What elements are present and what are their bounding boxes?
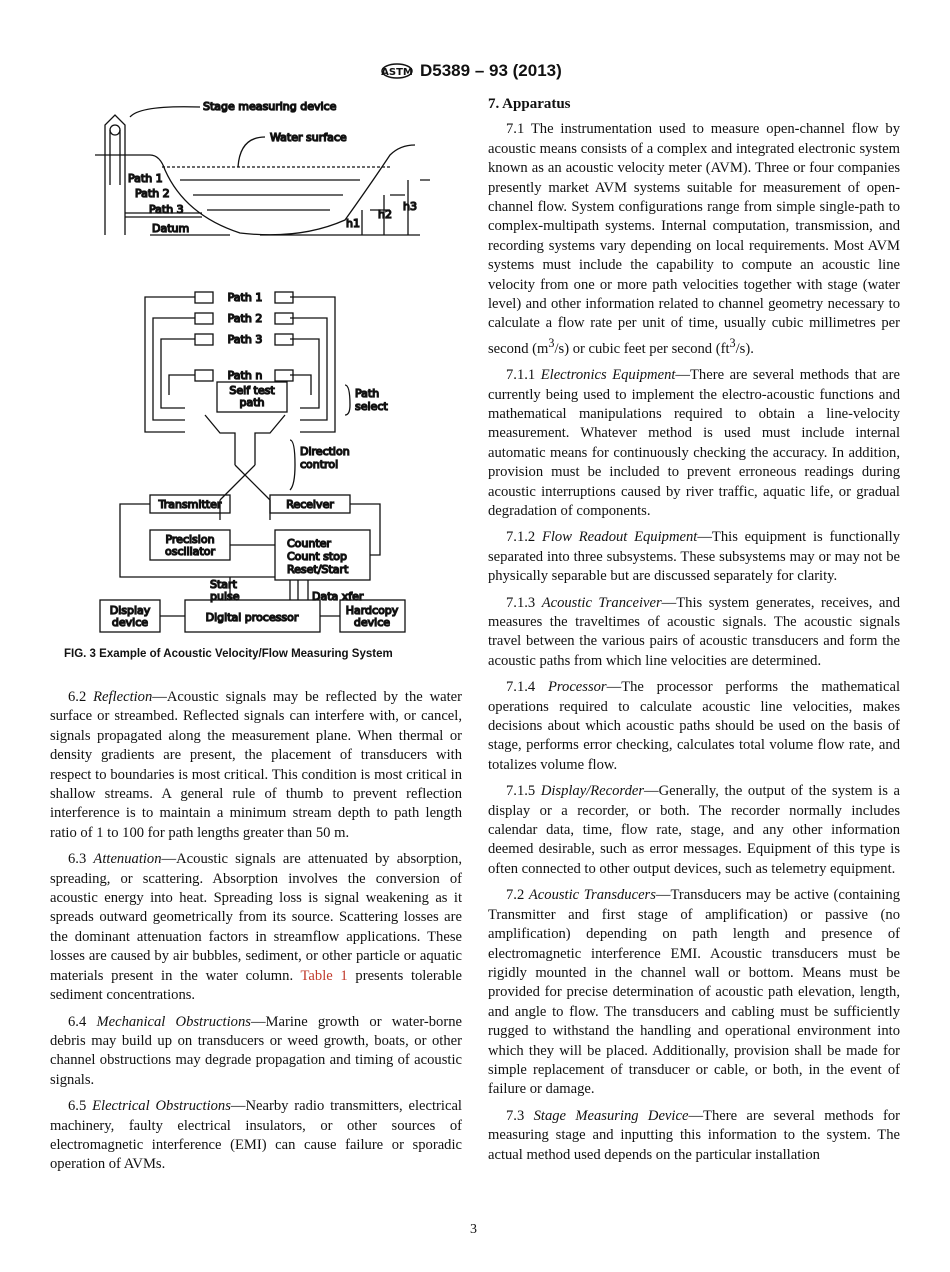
counter-block-3: Reset/Start [287, 563, 349, 576]
label-path1: Path 1 [227, 291, 263, 304]
display-device-block: Display [109, 604, 151, 617]
hardcopy-device-block: Hardcopy [345, 604, 399, 617]
right-column [488, 95, 900, 1172]
document-designation: D5389 – 93 (2013) [420, 61, 562, 80]
section-6-4: 6.4 Mechanical Obstructions—Marine growth or water-borne debris may build up on transducers or weed growth, boats, or other channel obstructions may degrade propagation and timing of acoustic signals. [50, 1013, 462, 1088]
label-h2: h2 [378, 208, 392, 221]
label-path2: Path 2 [227, 312, 263, 325]
page-header [380, 58, 562, 84]
transmitter-block: Transmitter [158, 498, 222, 511]
label-path3: Path 3 [149, 203, 184, 216]
section-7-1: 7.1 The instrumentation used to measure open-channel flow by acoustic means consists of a complex and integrated electronic system known as an acoustic velocity meter (AVM). Three or four companies presently market AVM systems suitable for measurement of open-channel flow. System configurations range from simple single-path to complex-multipath systems. Internal computation, transmission, and recording systems vary depending on local requirements. Most AVM systems must include the capability to compute an acoustic line velocity from one or more path velocities together with stage (water level) and other information related to channel geometry necessary to calculate a flow rate per unit of time, usually cubic millimetres per second $(m^3/s)$ or cubic feet per second $(ft^3/s)$. [488, 121, 900, 357]
label-path3: Path 3 [227, 333, 263, 346]
section-7-1-5: 7.1.5 Display/Recorder—Generally, the output of the system is a display or a recorder, or both. The recorder normally includes calendar data, time, flow rate, stage, and any other information deemed desirable, such as error messages. Equipment of this type is often connected to other output devices, such as telemetry equipment. [488, 783, 901, 877]
section-7-3: 7.3 Stage Measuring Device—There are several methods for measuring stage and inputting this information to the system. The actual method used depends on the particular installation [488, 1107, 900, 1163]
label-stage-device: Stage measuring device [203, 100, 337, 113]
table-1-link[interactable]: Table 1 [300, 967, 348, 984]
label-h3: h3 [403, 200, 417, 213]
label-path-select-2: select [355, 400, 388, 413]
label-path-select: Path [355, 387, 380, 400]
section-6-5: 6.5 Electrical Obstructions—Nearby radio transmitters, electrical machinery, faulty electrical insulators, or other sources of electromagnetic interference (EMI) can cause failure or sporadic operation of AVMs. [50, 1098, 462, 1173]
label-direction-control-2: control [300, 458, 339, 471]
channel-cross-section-figure [90, 85, 430, 245]
display-device-block-2: device [111, 616, 149, 629]
page-number: 3 [470, 1222, 477, 1237]
oscillator-block: Precision [165, 533, 215, 546]
counter-block-2: Count stop [287, 550, 347, 563]
section-7-2: 7.2 Acoustic Transducers—Transducers may be active (containing Transmitter and first stage of amplification) or passive (no amplification) depending on path length and presence of electromagnetic interference EMI. Acoustic transducers must be rigidly mounted in the channel wall or bottom. Means must be provided for precise determination of acoustic path elevation, length, and angle to flow. The transducers and cabling must be sufficiently rugged to withstand the handling and operational environment into which they will be placed. Additionally, provision shall be made for simple replacement of transducer or cable, or both, in the event of failure or damage. [488, 887, 900, 1098]
avm-block-diagram [95, 285, 455, 645]
digital-processor-block: Digital processor [205, 611, 299, 624]
counter-block: Counter [287, 537, 331, 550]
figure-caption: FIG. 3 Example of Acoustic Velocity/Flow Measuring System [64, 648, 393, 660]
section-6-3: 6.3 Attenuation—Acoustic signals are attenuated by absorption, spreading, or scattering. Absorption involves the conversion of acoustic energy into heat. Spreading loss is signal weakening as it spreads outward geometrically from its source. Scattering losses are the dominant attenuation factors in streamflow applications. These losses are caused by air bubbles, sediment, or other particle or aquatic materials present in the water column. Table 1 presents tolerable sediment concentrations. [50, 851, 462, 1004]
label-pathn: Path n [227, 369, 263, 382]
label-datum: Datum [152, 222, 190, 235]
section-heading: 7. Apparatus [488, 96, 571, 112]
label-water-surface: Water surface [270, 131, 347, 144]
section-7-1-3: 7.1.3 Acoustic Tranceiver—This system generates, receives, and measures the traveltimes of acoustic signals. The acoustic signals travel between the various pairs of acoustic transducers and form the acoustic paths from which line velocities are determined. [488, 594, 900, 669]
label-self-test-path: path [239, 396, 265, 409]
section-7-1-1: 7.1.1 Electronics Equipment—There are several methods that are currently being used to implement the electro-acoustic functions and mathematical manipulations required to obtain a line-velocity measurement. Whatever method is used must include internal automatic means for continuously checking the accuracy. In addition, provision must be included to prevent erroneous readings during acoustic interruptions caused by river traffic, aquatic life, or gradual degradation of components. [488, 367, 900, 519]
section-7-1-4: 7.1.4 Processor—The processor performs the mathematical operations required to calculate acoustic line velocities, makes decisions about which acoustic paths should be used on the basis of stage, performs error checking, calculates total volume flow rate, and totalizes volume flow. [488, 679, 900, 773]
label-direction-control: Direction [300, 445, 350, 458]
hardcopy-device-block-2: device [353, 616, 391, 629]
label-path1: Path 1 [128, 172, 163, 185]
label-h1: h1 [346, 217, 360, 230]
label-start-pulse: Start [210, 578, 237, 591]
label-start-pulse-2: pulse [210, 590, 240, 603]
oscillator-block-2: oscillator [165, 545, 215, 558]
label-path2: Path 2 [135, 187, 170, 200]
section-7-1-2: 7.1.2 Flow Readout Equipment—This equipment is functionally separated into three subsystems. These subsystems may or may not be physically separable but are discussed separately for clarity. [488, 529, 900, 585]
label-self-test: Self test [229, 384, 275, 397]
label-data-xfer: Data xfer [312, 590, 364, 603]
svg-text:ASTM: ASTM [381, 67, 413, 78]
left-column [50, 688, 462, 1182]
receiver-block: Receiver [286, 498, 334, 511]
section-6-2: 6.2 Reflection—Acoustic signals may be reflected by the water surface or streambed. Reflected signals can interfere with, or cancel, signals propagated along the measurement plane. When thermal or density gradients are present, the placement of transducers with respect to boundaries is most critical. This condition is most critical in shallow streams. A general rule of thumb to prevent reflection interference is to maintain a minimum stream depth to path length ratio of 1 to 100 for path lengths greater than 50 m. [50, 689, 462, 841]
astm-logo-icon [380, 58, 414, 84]
